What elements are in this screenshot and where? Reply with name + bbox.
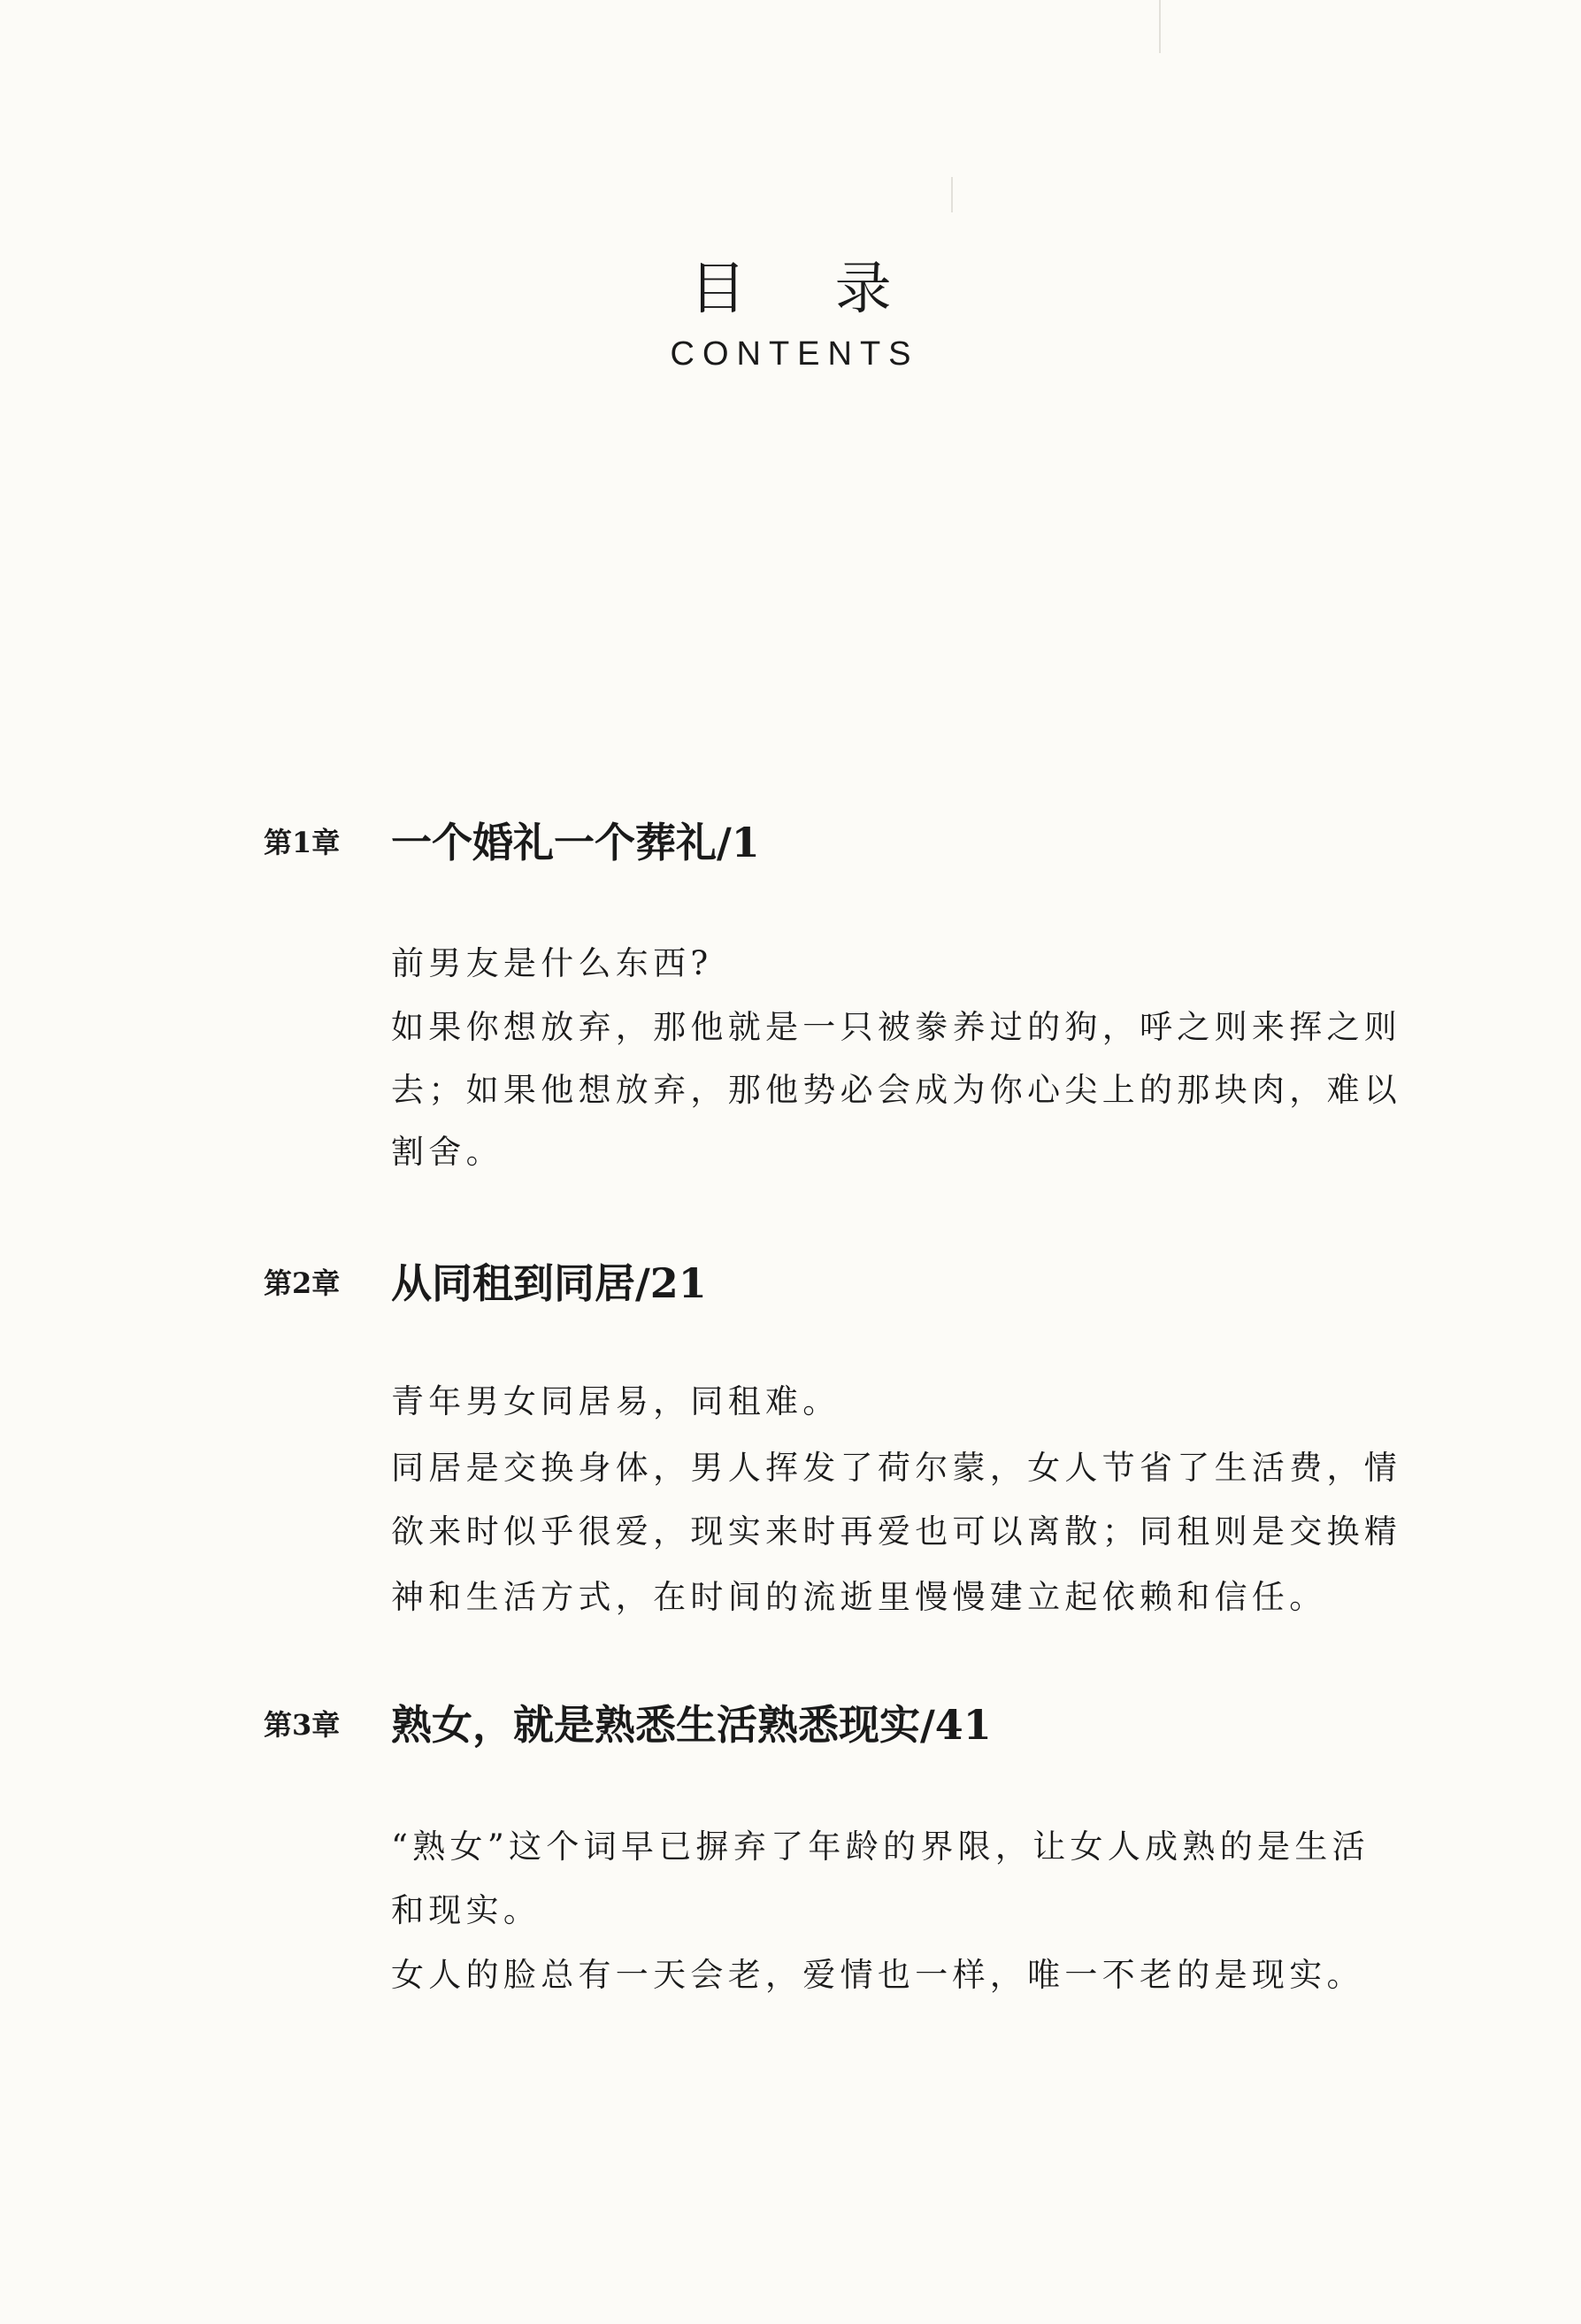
- chapter-1-summary-line: 去；如果他想放弃，那他势必会成为你心尖上的那块肉，难以: [391, 1071, 1402, 1109]
- chapter-1-title: 一个婚礼一个葬礼/1: [391, 819, 760, 866]
- chapter-1-label: 第1章: [264, 826, 341, 859]
- chapter-2-summary-line: 同居是交换身体，男人挥发了荷尔蒙，女人节省了生活费，情: [391, 1449, 1402, 1487]
- scan-artifact: [951, 177, 953, 212]
- chapter-1-summary-line: 割舍。: [391, 1133, 503, 1171]
- chapter-2-label: 第2章: [264, 1266, 341, 1300]
- scan-artifact: [1159, 0, 1161, 53]
- chapter-2-summary-line: 青年男女同居易，同租难。: [391, 1382, 840, 1420]
- page-title: 目 录: [689, 257, 927, 322]
- chapter-2-summary-line: 欲来时似乎很爱，现实来时再爱也可以离散；同租则是交换精: [391, 1512, 1402, 1551]
- chapter-3-summary-line: 女人的脸总有一天会老，爱情也一样，唯一不老的是现实。: [391, 1956, 1364, 1994]
- page-subtitle: CONTENTS: [670, 335, 919, 373]
- chapter-1-summary-line: 前男友是什么东西?: [391, 944, 713, 982]
- chapter-3-label: 第3章: [264, 1708, 341, 1742]
- chapter-3-summary-line: “熟女”这个词早已摒弃了年龄的界限，让女人成熟的是生活: [391, 1828, 1370, 1866]
- chapter-3-title: 熟女，就是熟悉生活熟悉现实/41: [391, 1701, 992, 1749]
- chapter-2-title: 从同租到同居/21: [391, 1259, 707, 1307]
- chapter-2-summary-line: 神和生活方式，在时间的流逝里慢慢建立起依赖和信任。: [391, 1578, 1327, 1616]
- chapter-3-summary-line: 和现实。: [391, 1891, 541, 1929]
- chapter-1-summary-line: 如果你想放弃，那他就是一只被豢养过的狗，呼之则来挥之则: [391, 1008, 1402, 1046]
